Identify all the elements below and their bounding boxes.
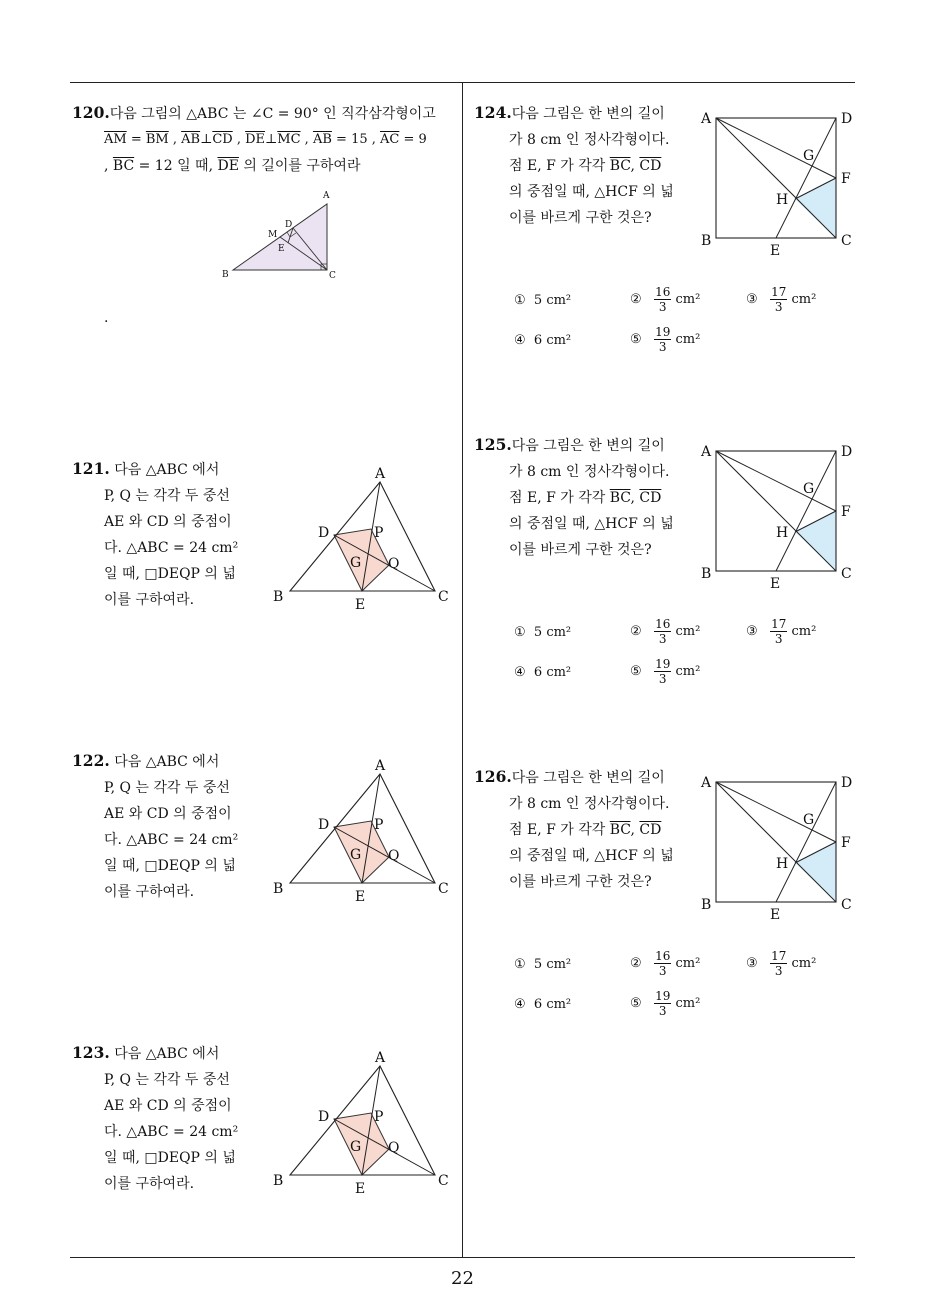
diagonal-ac [716, 451, 836, 571]
question-text: 가 8 cm 인 정사각형이다. [509, 796, 670, 812]
question-text: 일 때, □DEQP 의 넓 [104, 566, 236, 582]
stray-dot: . [104, 310, 109, 326]
question-text: P, Q 는 각각 두 중선 [104, 1072, 230, 1088]
choice-text: 5 cm² [533, 625, 572, 640]
label-e: E [355, 1181, 366, 1196]
choice-1[interactable] [514, 625, 571, 640]
question-text: 다. △ABC = 24 cm² [104, 832, 239, 848]
choice-mark: ① [514, 293, 526, 308]
question-124-line-1 [474, 100, 694, 127]
fraction [770, 949, 787, 978]
text: ⊥ [200, 132, 213, 147]
label-m: M [268, 230, 278, 240]
question-number: 123. [72, 1043, 110, 1062]
question-text: 가 8 cm 인 정사각형이다. [509, 132, 670, 148]
segment-af [716, 782, 836, 842]
label-p: P [374, 1109, 384, 1125]
label-q: Q [388, 848, 400, 864]
q122-figure [268, 754, 458, 904]
segment-de: $\overline{DE}$ [217, 158, 239, 174]
question-126 [474, 764, 694, 895]
label-f: F [841, 504, 851, 520]
label-d: D [841, 444, 853, 460]
segment-bc: $\overline{BC}$ [609, 822, 631, 838]
label-g: G [350, 1139, 362, 1155]
label-b: B [222, 270, 229, 280]
question-text: 이를 구하여라. [104, 592, 195, 608]
denominator: 3 [658, 300, 667, 314]
question-number: 121. [72, 459, 110, 478]
question-125-line-3 [474, 485, 694, 511]
label-h: H [776, 856, 789, 872]
diagonal-ac [716, 782, 836, 902]
label-c: C [438, 1173, 449, 1189]
choice-mark: ⑤ [630, 996, 642, 1011]
label-h: H [776, 192, 789, 208]
question-text: P, Q 는 각각 두 중선 [104, 780, 230, 796]
label-c: C [438, 589, 449, 605]
question-121 [72, 456, 262, 613]
label-a: A [375, 758, 386, 774]
unit: cm² [675, 664, 701, 679]
choice-1[interactable] [514, 957, 571, 972]
choice-mark: ① [514, 957, 526, 972]
choice-mark: ⑤ [630, 664, 642, 679]
unit: cm² [791, 624, 817, 639]
unit: cm² [791, 956, 817, 971]
question-text: 일 때, □DEQP 의 넓 [104, 1150, 236, 1166]
label-c: C [841, 897, 852, 913]
segment-am: $\overline{AM}$ [104, 132, 127, 147]
label-d: D [285, 220, 293, 230]
label-e: E [770, 243, 781, 259]
numerator: 16 [655, 949, 671, 963]
text: = 9 [399, 132, 427, 147]
question-text: AE 와 CD 의 중점이 [104, 1098, 232, 1114]
label-g: G [350, 555, 362, 571]
choice-4[interactable] [514, 333, 571, 348]
numerator: 17 [771, 617, 787, 631]
text: , [104, 158, 113, 174]
choice-mark: ③ [746, 292, 758, 307]
text: ⊥ [265, 132, 278, 147]
question-123 [72, 1040, 262, 1197]
label-p: P [374, 525, 384, 541]
choice-2[interactable] [630, 285, 700, 314]
label-e: E [770, 576, 781, 592]
numerator: 19 [655, 989, 671, 1003]
unit: cm² [675, 956, 701, 971]
label-e: E [355, 597, 366, 612]
numerator: 19 [655, 657, 671, 671]
question-text: 의 중점일 때, △HCF 의 넓 [509, 848, 674, 864]
label-a: A [701, 775, 712, 791]
choice-5[interactable] [630, 325, 700, 354]
question-text: 다음 그림은 한 변의 길이 [511, 770, 665, 786]
segment-af [716, 118, 836, 178]
choice-mark: ② [630, 624, 642, 639]
question-text: 다음 그림은 한 변의 길이 [511, 438, 665, 454]
q124-figure [696, 104, 858, 260]
choice-mark: ② [630, 956, 642, 971]
label-b: B [273, 881, 284, 897]
question-text: 다음 △ABC 에서 [114, 1046, 220, 1062]
question-number: 125. [474, 435, 512, 454]
question-text: 점 E, F 가 각각 [509, 158, 610, 174]
choice-mark: ⑤ [630, 332, 642, 347]
denominator: 3 [658, 1004, 667, 1018]
question-text: P, Q 는 각각 두 중선 [104, 488, 230, 504]
text: 의 길이를 구하여라 [238, 158, 361, 174]
label-h: H [776, 525, 789, 541]
page-number: 22 [451, 1268, 474, 1289]
question-125-line-1 [474, 432, 694, 459]
choice-2[interactable] [630, 617, 700, 646]
label-b: B [273, 589, 284, 605]
q125-figure [696, 437, 858, 593]
label-d: D [318, 817, 330, 833]
question-text: 다. △ABC = 24 cm² [104, 540, 239, 556]
question-120 [72, 100, 460, 179]
question-text: 다음 △ABC 에서 [114, 462, 220, 478]
label-b: B [701, 897, 712, 913]
q121-figure [268, 462, 458, 612]
label-q: Q [388, 1140, 400, 1156]
fraction [770, 285, 787, 314]
q126-figure [696, 768, 858, 924]
label-g: G [803, 148, 815, 164]
question-124-line-3 [474, 153, 694, 179]
text: = 12 일 때, [134, 158, 218, 174]
denominator: 3 [658, 964, 667, 978]
fraction [654, 325, 671, 354]
fraction [654, 617, 671, 646]
segment-ac: $\overline{AC}$ [380, 132, 400, 147]
numerator: 17 [771, 285, 787, 299]
text: , [232, 132, 246, 147]
label-a: A [375, 1050, 386, 1066]
numerator: 17 [771, 949, 787, 963]
numerator: 19 [655, 325, 671, 339]
label-a: A [701, 111, 712, 127]
question-126-line-3 [474, 817, 694, 843]
denominator: 3 [658, 340, 667, 354]
question-text: 이를 바르게 구한 것은? [509, 542, 652, 558]
denominator: 3 [774, 632, 783, 646]
label-f: F [841, 835, 851, 851]
unit: cm² [791, 292, 817, 307]
segment-bc: $\overline{BC}$ [609, 490, 631, 506]
choice-text: 6 cm² [533, 997, 572, 1012]
question-120-line-2 [72, 127, 460, 153]
choice-text: 5 cm² [533, 957, 572, 972]
fraction [654, 285, 671, 314]
label-c: C [438, 881, 449, 897]
question-text: AE 와 CD 의 중점이 [104, 514, 232, 530]
choice-2[interactable] [630, 949, 700, 978]
question-text: 다음 그림의 △ABC 는 ∠C = 90° 인 직각삼각형이고 [109, 106, 436, 122]
segment-ab: $\overline{AB}$ [181, 132, 201, 147]
choice-mark: ④ [514, 665, 526, 680]
segment-cd: $\overline{CD}$ [639, 822, 662, 838]
label-q: Q [388, 556, 400, 572]
label-b: B [701, 566, 712, 582]
question-text: 의 중점일 때, △HCF 의 넓 [509, 516, 674, 532]
question-text: 이를 구하여라. [104, 1176, 195, 1192]
column-divider [462, 82, 463, 1258]
diagonal-ac [716, 118, 836, 238]
question-number: 126. [474, 767, 512, 786]
segment-cd: $\overline{CD}$ [639, 490, 662, 506]
denominator: 3 [658, 632, 667, 646]
label-c: C [841, 233, 852, 249]
question-text: 다음 △ABC 에서 [114, 754, 220, 770]
choice-text: 6 cm² [533, 665, 572, 680]
unit: cm² [675, 996, 701, 1011]
label-c: C [841, 566, 852, 582]
fraction [770, 617, 787, 646]
denominator: 3 [774, 964, 783, 978]
question-120-line-3 [72, 153, 460, 179]
segment-bm: $\overline{BM}$ [145, 132, 169, 147]
choice-1[interactable] [514, 293, 571, 308]
question-text: 가 8 cm 인 정사각형이다. [509, 464, 670, 480]
choice-5[interactable] [630, 989, 700, 1018]
question-text: , [630, 490, 640, 506]
text: , [168, 132, 182, 147]
segment-cd: $\overline{CD}$ [212, 132, 233, 147]
label-p: P [374, 817, 384, 833]
segment-ab: $\overline{AB}$ [312, 132, 332, 147]
fraction [654, 989, 671, 1018]
question-text: 다음 그림은 한 변의 길이 [511, 106, 665, 122]
text: = [126, 132, 146, 147]
unit: cm² [675, 292, 701, 307]
question-122 [72, 748, 262, 905]
label-f: F [841, 171, 851, 187]
question-123-line-1 [72, 1040, 262, 1067]
label-d: D [841, 111, 853, 127]
question-text: 이를 구하여라. [104, 884, 195, 900]
question-126-line-1 [474, 764, 694, 791]
question-number: 124. [474, 103, 512, 122]
fraction [654, 657, 671, 686]
question-120-line-1 [72, 100, 460, 127]
text: , [300, 132, 313, 147]
text: = 15 , [331, 132, 381, 147]
segment-de: $\overline{DE}$ [245, 132, 266, 147]
question-text: AE 와 CD 의 중점이 [104, 806, 232, 822]
label-e: E [355, 889, 366, 904]
q120-figure [215, 188, 345, 283]
choice-4[interactable] [514, 997, 571, 1012]
label-a: A [323, 191, 330, 201]
question-text: 의 중점일 때, △HCF 의 넓 [509, 184, 674, 200]
label-a: A [701, 444, 712, 460]
question-text: 이를 바르게 구한 것은? [509, 874, 652, 890]
question-text: 점 E, F 가 각각 [509, 490, 610, 506]
question-text: 다. △ABC = 24 cm² [104, 1124, 239, 1140]
question-124 [474, 100, 694, 231]
question-text: , [630, 158, 640, 174]
segment-mc: $\overline{MC}$ [277, 132, 301, 147]
segment-bc: $\overline{BC}$ [112, 158, 135, 174]
question-text: 점 E, F 가 각각 [509, 822, 610, 838]
label-e: E [770, 907, 781, 923]
question-number: 122. [72, 751, 110, 770]
fraction [654, 949, 671, 978]
denominator: 3 [658, 672, 667, 686]
label-d: D [841, 775, 853, 791]
question-text: 일 때, □DEQP 의 넓 [104, 858, 236, 874]
question-text: , [630, 822, 640, 838]
label-c: C [329, 271, 336, 281]
choice-text: 6 cm² [533, 333, 572, 348]
label-b: B [273, 1173, 284, 1189]
choice-mark: ④ [514, 333, 526, 348]
label-d: D [318, 1109, 330, 1125]
choice-3[interactable] [746, 285, 816, 314]
choice-3[interactable] [746, 617, 816, 646]
unit: cm² [675, 624, 701, 639]
label-g: G [350, 847, 362, 863]
question-number: 120. [72, 103, 110, 122]
denominator: 3 [774, 300, 783, 314]
question-122-line-1 [72, 748, 262, 775]
choice-3[interactable] [746, 949, 816, 978]
segment-af [716, 451, 836, 511]
choice-5[interactable] [630, 657, 700, 686]
label-e: E [278, 244, 285, 254]
segment-cd: $\overline{CD}$ [639, 158, 662, 174]
choice-4[interactable] [514, 665, 571, 680]
numerator: 16 [655, 617, 671, 631]
q123-figure [268, 1046, 458, 1196]
question-121-line-1 [72, 456, 262, 483]
label-a: A [375, 466, 386, 482]
choice-mark: ③ [746, 624, 758, 639]
label-d: D [318, 525, 330, 541]
question-text: 이를 바르게 구한 것은? [509, 210, 652, 226]
choice-mark: ④ [514, 997, 526, 1012]
numerator: 16 [655, 285, 671, 299]
choice-text: 5 cm² [533, 293, 572, 308]
question-125 [474, 432, 694, 563]
label-b: B [701, 233, 712, 249]
segment-bc: $\overline{BC}$ [609, 158, 631, 174]
choice-mark: ② [630, 292, 642, 307]
choice-mark: ③ [746, 956, 758, 971]
label-g: G [803, 812, 815, 828]
choice-mark: ① [514, 625, 526, 640]
unit: cm² [675, 332, 701, 347]
label-g: G [803, 481, 815, 497]
